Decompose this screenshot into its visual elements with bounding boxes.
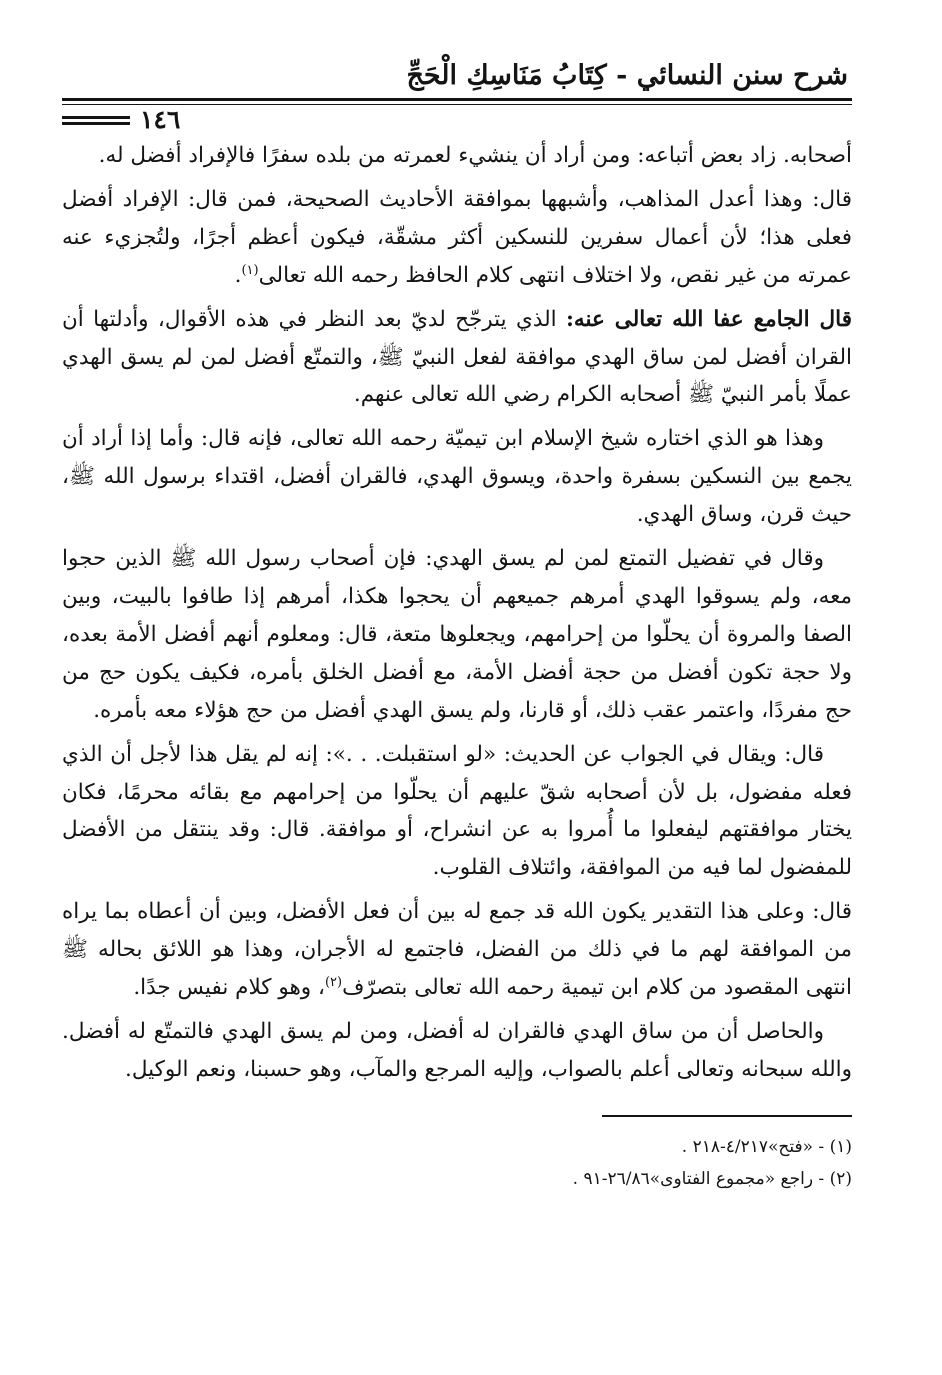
paragraph-6: قال: ويقال في الجواب عن الحديث: «لو استقبلت. . .»: إنه لم يقل هذا لأجل أن الذي فعله مفضول، بل لأن أصحابه شقّ عليهم أن يحلّوا من إحرامهم مع بقائه محرمًا، فكان يختار موافقتهم ليفعلوا ما أُمروا به عن انشراح، أو موافقة. قال: وقد ينتقل من الأفضل للمفضول لما فيه من الموافقة، وائتلاف القلوب. xyxy=(62,741,852,881)
paragraph-2-end: . xyxy=(234,262,242,288)
page-number-bar xyxy=(62,107,852,133)
footnote-separator xyxy=(602,1115,852,1117)
footnote-ref-1[interactable]: (١) xyxy=(241,262,259,278)
footnote-1: (١) - «فتح»٤/٢١٧-٢١٨ . xyxy=(681,1136,852,1157)
page-number: ١٤٦ xyxy=(140,105,181,134)
paragraph-4: وهذا هو الذي اختاره شيخ الإسلام ابن تيميّة رحمه الله تعالى، فإنه قال: وأما إذا أراد أن يجمع بين النسكين بسفرة واحدة، ويسوق الهدي، فالقران أفضل، اقتداء برسول الله ﷺ، حيث قرن، وساق الهدي. xyxy=(62,426,852,528)
page-number-rule-top xyxy=(62,116,130,119)
paragraph-1: أصحابه. زاد بعض أتباعه: ومن أراد أن ينشيء لعمرته من بلده سفرًا فالإفراد أفضل له. xyxy=(98,143,852,168)
main-text xyxy=(62,137,852,1089)
header-title: شرح سنن النسائي - كِتَابُ مَنَاسِكِ الْحَجِّ xyxy=(406,60,848,91)
page-number-rules xyxy=(62,113,130,128)
header-rule-thin xyxy=(62,104,852,105)
paragraph-7 xyxy=(62,893,852,1007)
footnotes xyxy=(62,1131,852,1195)
footnote-2: (٢) - راجع «مجموع الفتاوى»٢٦/٨٦-٩١ . xyxy=(572,1168,852,1189)
paragraph-3-text: الذي يترجّح لديّ بعد النظر في هذه الأقوال، وأدلتها أن القران أفضل لمن ساق الهدي موافقة لفعل النبيّ ﷺ، والتمتّع أفضل لمن لم يسق الهدي عملًا بأمر النبيّ ﷺ أصحابه الكرام رضي الله تعالى عنهم. xyxy=(62,306,852,408)
paragraph-5: وقال في تفضيل التمتع لمن لم يسق الهدي: فإن أصحاب رسول الله ﷺ الذين حجوا معه، ولم يسوقوا الهدي أمرهم جميعهم أن يحجوا هكذا، أمرهم إذا طافوا بالبيت، وبين الصفا والمروة أن يحلّوا من إحرامهم، ويجعلوها متعة، قال: ومعلوم أنهم أفضل الأمة بعده، ولا حجة تكون أفضل من حجة أفضل الأمة، مع أفضل الخلق بأمره، فكيف يكون حج من حج مفردًا، واعتمر عقب ذلك، أو قارنا، ولم يسق الهدي أفضل من حج هؤلاء معه بأمره. xyxy=(62,546,852,723)
footnote-ref-2[interactable]: (٢) xyxy=(324,974,343,990)
paragraph-8: والحاصل أن من ساق الهدي فالقران له أفضل، ومن لم يسق الهدي فالتمتّع له أفضل. والله سبحانه وتعالى أعلم بالصواب، وإليه المرجع والمآب، وهو حسبنا، ونعم الوكيل. xyxy=(62,1018,852,1082)
book-page xyxy=(62,50,852,1340)
paragraph-2-text: قال: وهذا أعدل المذاهب، وأشبهها بموافقة الأحاديث الصحيحة، فمن قال: الإفراد أفضل فعلى هذا؛ لأن أعمال سفرين للنسكين أكثر مشقّة، فيكون أعظم أجرًا، ولتُجزيء عنه عمرته من غير نقص، ولا اختلاف انتهى كلام الحافظ رحمه الله تعالى xyxy=(62,186,852,288)
paragraph-3 xyxy=(62,301,852,415)
header-rule-thick xyxy=(62,98,852,101)
paragraph-7-text: قال: وعلى هذا التقدير يكون الله قد جمع له بين أن فعل الأفضل، وبين أن أعطاه بما يراه من الموافقة لهم ما في ذلك من الفضل، فاجتمع له الأجران، وهذا هو اللائق بحاله ﷺ انتهى المقصود من كلام ابن تيمية رحمه الله تعالى بتصرّف xyxy=(62,899,852,1001)
page-number-rule-bottom xyxy=(62,122,130,125)
running-header xyxy=(62,50,852,96)
paragraph-2 xyxy=(62,181,852,295)
paragraph-7-end: ، وهو كلام نفيس جدًا. xyxy=(133,975,325,1001)
paragraph-3-lead: قال الجامع عفا الله تعالى عنه: xyxy=(566,306,852,332)
